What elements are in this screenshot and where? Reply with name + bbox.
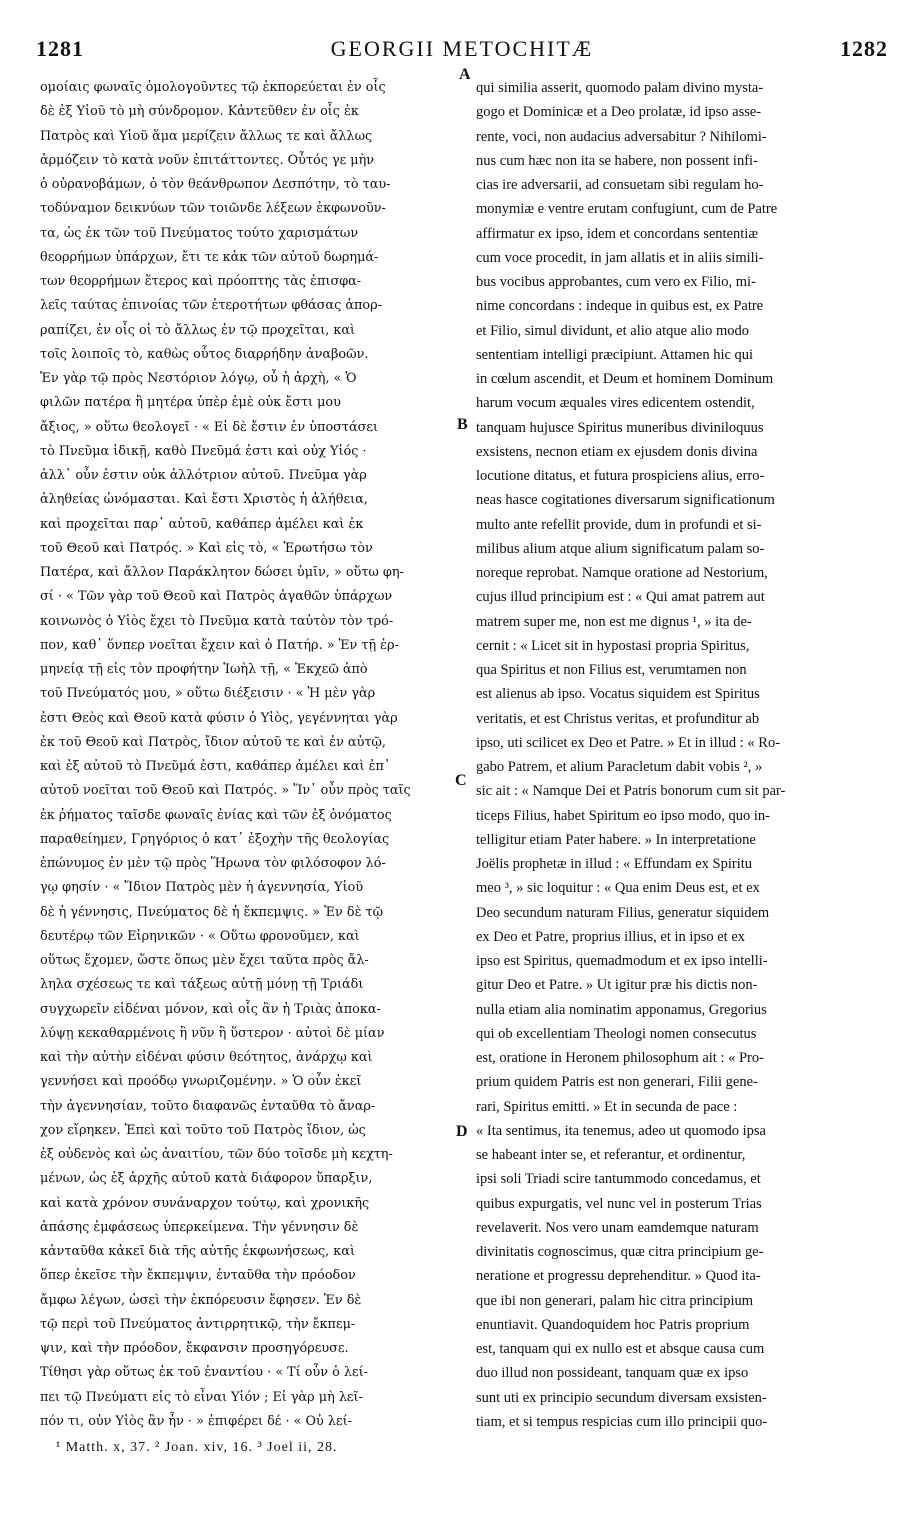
latin-text-line: est, oratione in Heronem philosophum ait : « Pro- bbox=[476, 1050, 764, 1066]
greek-text-line: δὲ ἡ γέννησις, Πνεύματος δὲ ἡ ἔκπεμψις. » Ἐν δὲ τῷ bbox=[40, 904, 384, 920]
latin-text-line bbox=[476, 1434, 896, 1438]
greek-text-line: ψιν, καὶ τὴν πρόοδον, ἔκφανσιν προσηγόρευσε. bbox=[40, 1341, 349, 1356]
latin-text-line: se habeant inter se, et referantur, et ordinentur, bbox=[476, 1147, 746, 1163]
greek-text-line: καὶ τὴν αὐτὴν εἰδέναι φύσιν θεότητος, ἀνάρχῳ καὶ bbox=[40, 1050, 373, 1065]
latin-text-line: affirmatur ex ipso, idem et concordans sententiæ bbox=[476, 225, 758, 242]
latin-text-line: locutione ditatus, et futura prospiciens alius, erro- bbox=[476, 468, 765, 484]
greek-text-line: ἐκ ῥήματος ταῖσδε φωναῖς ἐνίας καὶ τῶν ἐξ ὀνόματος bbox=[40, 807, 392, 823]
latin-text-line: prium quidem Patris est non generari, Filii gene- bbox=[476, 1074, 758, 1091]
greek-text-line: Τίθησι γὰρ οὕτως ἐκ τοῦ ἐναντίου · « Τί οὖν ὁ λεί- bbox=[40, 1365, 368, 1381]
latin-text-line: cujus illud principium est : « Qui amat patrem aut bbox=[476, 589, 765, 606]
greek-text-line: των θεορρήμων ἕτερος καὶ πρόοπτης τὰς ἐπισφα- bbox=[40, 274, 362, 289]
latin-text-line: divinitatis cognoscimus, quæ citra principium ge- bbox=[476, 1244, 764, 1260]
greek-text-line: τοδύναμον δεικνύων τῶν τοιῶνδε λέξεων ἐκφωνοῦν- bbox=[40, 201, 386, 217]
greek-text-line: ἀλλ᾽ οὖν ἐστιν οὐκ ἀλλότριον αὐτοῦ. Πνεῦμα γὰρ bbox=[40, 468, 367, 483]
greek-text-line: κοινωνὸς ὁ Υἱὸς ἔχει τὸ Πνεῦμα κατὰ ταὐτὸν τὸν τρό- bbox=[40, 613, 394, 629]
greek-text-line: συγχωρεῖν εἰδέναι μόνον, καὶ οἷς ἂν ἡ Τριὰς ἀποκα- bbox=[40, 1001, 381, 1017]
greek-text-line: ληλα σχέσεως τε καὶ τάξεως αὐτῇ μόνῃ τῇ Τριάδι bbox=[40, 977, 364, 993]
greek-text-line: πον, καθ᾽ ὅνπερ νοεῖται ἔχειν καὶ ὁ Πατήρ. » Ἐν τῇ ἑρ- bbox=[40, 637, 399, 653]
greek-text-line: δευτέρῳ τῶν Εἰρηνικῶν · « Οὕτω φρονοῦμεν, καὶ bbox=[40, 928, 360, 944]
greek-text-line: Πατρὸς καὶ Υἱοῦ ἅμα μερίζειν ἄλλως τε καὶ ἄλλως bbox=[40, 128, 373, 144]
latin-text-line: sic ait : « Namque Dei et Patris bonorum cum sit par- bbox=[476, 783, 786, 800]
greek-text-line: οὕτως ἔχομεν, ὥστε ὅπως μὲν ἔχει ταῦτα πρὸς ἄλ- bbox=[40, 953, 369, 968]
section-marker-b: B bbox=[457, 416, 468, 433]
latin-text-line: revelaverit. Nos vero unam eamdemque naturam bbox=[476, 1219, 759, 1236]
greek-text-line: ραπίζει, ἐν οἷς οἱ τὸ ἄλλως ἐν τῷ προχεῖται, καὶ bbox=[40, 322, 356, 338]
greek-text-line: ἐκ τοῦ Θεοῦ καὶ Πατρὸς, ἴδιον αὐτοῦ τε καὶ ἐν αὐτῷ, bbox=[40, 734, 386, 750]
greek-text-line: μηνείᾳ τῇ εἰς τὸν προφήτην Ἰωὴλ τῇ, « Ἐκχεῶ ἀπὸ bbox=[40, 662, 368, 677]
greek-text-line: ἀληθείας ὠνόμασται. Καὶ ἔστι Χριστὸς ἡ ἀλήθεια, bbox=[40, 492, 368, 508]
greek-text-line: αὐτοῦ νοεῖται τοῦ Θεοῦ καὶ Πατρός. » Ἵν᾽ οὖν πρὸς ταῖς bbox=[40, 783, 411, 799]
latin-text-line: quibus expurgatis, vel nunc vel in posterum Trias bbox=[476, 1195, 762, 1212]
greek-text-line: ὅπερ ἐκεῖσε τὴν ἔκπεμψιν, ἐνταῦθα τὴν πρόοδον bbox=[40, 1268, 356, 1284]
greek-text-line: τα, ὡς ἐκ τῶν τοῦ Πνεύματος τούτο χαρισμάτων bbox=[40, 225, 359, 241]
greek-text-line: Ἐν γὰρ τῷ πρὸς Νεστόριον λόγῳ, οὗ ἡ ἀρχὴ, « Ὁ bbox=[40, 371, 357, 386]
latin-text-line: nulla etiam alia nominatim apponamus, Gregorius bbox=[476, 1001, 767, 1018]
greek-text-line: ομοίαις φωναῖς ὁμολογοῦντες τῷ ἐκπορεύεται ἐν οἷς bbox=[40, 80, 386, 95]
greek-text-line: θεορρήμων ὑπάρχων, ἔτι τε κἀκ τῶν αὐτοῦ δωρημά- bbox=[40, 249, 379, 265]
latin-text-line: tanquam hujusce Spiritus muneribus diviniloquus bbox=[476, 419, 764, 436]
greek-text-line: σί · « Τῶν γὰρ τοῦ Θεοῦ καὶ Πατρὸς ἀγαθῶν ὑπάρχων bbox=[40, 589, 393, 605]
latin-text-line: enuntiavit. Quandoquidem hoc Patris proprium bbox=[476, 1316, 750, 1333]
greek-text-line: λεῖς ταύτας ἐπινοίας τῶν ἑτεροτήτων φθάσας ἀπορ- bbox=[40, 298, 382, 314]
latin-text-line: gogo et Dominicæ et a Deo prolatæ, id ipso asse- bbox=[476, 104, 762, 121]
latin-text-line: neratione et progressu deprehenditur. » Quod ita- bbox=[476, 1268, 761, 1285]
latin-text-line: bus vocibus approbantes, cum vero ex Filio, mi- bbox=[476, 274, 756, 290]
latin-text-line: nime concordans : indeque in quibus est, ex Patre bbox=[476, 298, 764, 315]
section-marker-a: A bbox=[459, 66, 471, 83]
greek-text-line: τοῦ Θεοῦ καὶ Πατρός. » Καὶ εἰς τὸ, « Ἐρωτήσω τὸν bbox=[40, 540, 373, 556]
latin-text-line: et Filio, simul dividunt, et alio atque alio modo bbox=[476, 322, 750, 339]
latin-text-line: rari, Spiritus emitti. » Et in secunda de pace : bbox=[476, 1098, 738, 1115]
section-marker-c: C bbox=[455, 772, 467, 789]
section-marker-d: D bbox=[456, 1123, 468, 1140]
latin-text-line: neas hasce cogitationes diversarum significationum bbox=[476, 492, 775, 509]
latin-text-line: est alienus ab ipso. Vocatus siquidem est Spiritus bbox=[476, 686, 760, 703]
greek-text-line: τῷ περὶ τοῦ Πνεύματος ἀντιρρητικῷ, τὴν ἔκπεμ- bbox=[40, 1316, 356, 1332]
latin-text-line: meo ³, » sic loquitur : « Qua enim Deus est, et ex bbox=[476, 880, 760, 897]
greek-text-line: ἐξ οὐδενὸς καὶ ὡς ἀναιτίου, τῶν δύο τοῖσδε μὴ κεχτη- bbox=[40, 1147, 393, 1162]
latin-text-line: cernit : « Licet sit in hypostasi propria Spiritus, bbox=[476, 637, 750, 654]
latin-text-line: matrem super me, non est me dignus ¹, » ita de- bbox=[476, 613, 752, 630]
greek-text-line: καὶ ἐξ αὐτοῦ τὸ Πνεῦμά ἐστι, καθάπερ ἀμέλει καὶ ἐπ᾽ bbox=[40, 759, 391, 774]
latin-text-line: milibus alium atque alium significatum palam so- bbox=[476, 540, 765, 557]
latin-text-line: Joëlis prophetæ in illud : « Effundam ex Spiritu bbox=[476, 856, 753, 872]
latin-text-line: nus cum hæc non ita se habere, non possent infi- bbox=[476, 152, 758, 169]
latin-text-line: sententiam intelligi præcipiunt. Attamen hic qui bbox=[476, 346, 754, 363]
footnotes: ¹ Matth. x, 37. ² Joan. xiv, 16. ³ Joel ii, 28. bbox=[56, 1440, 338, 1455]
latin-text-line: ipso est Spiritus, quemadmodum et ex ipso intelli- bbox=[476, 953, 768, 969]
latin-text-line: ticeps Filius, habet Spiritum eo ipso modo, quo in- bbox=[476, 807, 771, 824]
greek-text-line: ἐπώνυμος ἐν μὲν τῷ πρὸς Ἥρωνα τὸν φιλόσοφον λό- bbox=[40, 856, 386, 871]
greek-text-line: πόν τι, οὐν Υἱὸς ἂν ἦν · » ἐπιφέρει δέ · « Οὐ λεί- bbox=[40, 1413, 352, 1429]
latin-text-line: qua Spiritus et non Filius est, verumtamen non bbox=[476, 662, 747, 678]
latin-text-line: que ibi non generari, palam hic citra principium bbox=[476, 1292, 754, 1309]
latin-text-line: Deo secundum naturam Filius, generatur siquidem bbox=[476, 904, 770, 921]
greek-text-line: γεννήσει καὶ προόδῳ γνωριζομένην. » Ὁ οὖν ἐκεῖ bbox=[40, 1074, 362, 1090]
greek-text-line bbox=[40, 1434, 456, 1438]
greek-text-line: καὶ κατὰ χρόνον συνάναρχον τούτῳ, καὶ χρονικῆς bbox=[40, 1195, 370, 1211]
latin-text-line: cum voce procedit, in jam allatis et in aliis simili- bbox=[476, 249, 764, 266]
greek-text-line: ἄξιος, » οὕτω θεολογεῖ · « Εἰ δὲ ἔστιν ἐν ὑποστάσει bbox=[40, 419, 378, 435]
greek-text-line: λύψῃ κεκαθαρμένοις ἢ νῦν ἢ ὕστερον · αὐτοὶ δὲ μίαν bbox=[40, 1025, 385, 1041]
greek-text-line: ἁρμόζειν τὸ κατὰ νοῦν ἐπιτάττοντες. Οὗτός γε μὴν bbox=[40, 152, 375, 168]
greek-text-line: μένων, ὡς ἐξ ἀρχῆς αὐτοῦ κατὰ διάφορον ὕπαρξιν, bbox=[40, 1171, 373, 1187]
latin-text-line: tiam, et si tempus respicias cum illo principii quo- bbox=[476, 1413, 768, 1430]
latin-text-line: qui similia asserit, quomodo palam divino mysta- bbox=[476, 80, 764, 96]
latin-text-line: gabo Patrem, et alium Paracletum dabit vobis ², » bbox=[476, 759, 763, 775]
greek-text-line: τὴν ἀγεννησίαν, τοῦτο διαφανῶς ἐνταῦθα τὸ ἄναρ- bbox=[40, 1098, 376, 1114]
latin-text-line: exsistens, necnon etiam ex ejusdem donis divina bbox=[476, 443, 758, 460]
latin-text-line: ipsi soli Triadi scire tantummodo concedamus, et bbox=[476, 1171, 761, 1188]
latin-text-line: telligitur etiam Pater habere. » In interpretatione bbox=[476, 831, 756, 848]
latin-text-line: gitur Deo et Patre. » Ut igitur præ his dictis non- bbox=[476, 977, 758, 994]
page-header bbox=[0, 28, 924, 68]
running-title: GEORGII METOCHITÆ bbox=[330, 36, 594, 61]
greek-text-line: χον εἴρηκεν. Ἐπεὶ καὶ τοῦτο τοῦ Πατρὸς ἴδιον, ὡς bbox=[40, 1122, 366, 1138]
latin-text-line: multo ante refellit provide, dum in profundi et si- bbox=[476, 516, 762, 533]
greek-text-line: παραθείημεν, Γρηγόριος ὁ κατ᾽ ἐξοχὴν τῆς θεολογίας bbox=[40, 831, 390, 847]
latin-text-line: ex Deo et Patre, proprius illius, et in ipso et ex bbox=[476, 928, 746, 945]
latin-text-line: in cœlum ascendit, et Deum et hominem Dominum bbox=[476, 371, 774, 387]
greek-text-line: πει τῷ Πνεύματι εἰς τὸ εἶναι Υἱόν ; Εἰ γὰρ μὴ λεῖ- bbox=[40, 1389, 363, 1405]
latin-text-line: noreque reprobat. Namque oratione ad Nestorium, bbox=[476, 565, 768, 581]
latin-text-line: sunt uti ex principio secundum diversam exsisten- bbox=[476, 1389, 767, 1406]
latin-text-line: monymiæ e ventre erutam confugiunt, cum de Patre bbox=[476, 201, 778, 218]
latin-text-line: rente, voci, non audacius adversabitur ? Nihilomi- bbox=[476, 128, 767, 145]
latin-text-line: ipso, uti scilicet ex Deo et Patre. » Et in illud : « Ro- bbox=[476, 734, 781, 751]
greek-text-line: καὶ προχεῖται παρ᾽ αὐτοῦ, καθάπερ ἀμέλει καὶ ἐκ bbox=[40, 516, 364, 532]
greek-text-line: τὸ Πνεῦμα ἰδικῇ, καθὸ Πνεῦμά ἐστι καὶ οὐχ Υἱός · bbox=[40, 443, 367, 459]
latin-text-line: duo illud non possideant, tanquam quæ ex ipso bbox=[476, 1365, 749, 1382]
greek-text-line: δὲ ἐξ Υἱοῦ τὸ μὴ σύνδρομον. Κἀντεῦθεν ἐν οἷς ἐκ bbox=[40, 104, 359, 120]
latin-text-line: « Ita sentimus, ita tenemus, adeo ut quomodo ipsa bbox=[476, 1122, 766, 1139]
greek-text-line: φιλῶν πατέρα ἢ μητέρα ὑπὲρ ἐμὲ οὐκ ἔστι μου bbox=[40, 395, 341, 411]
greek-text-line: τοῦ Πνεύματός μου, » οὕτω διέξεισιν · « Ἡ μὲν γὰρ bbox=[40, 686, 376, 702]
page-number-left: 1281 bbox=[36, 36, 84, 61]
greek-text-line: κἀνταῦθα κἀκεῖ διὰ τῆς αὐτῆς ἐκφωνήσεως, καὶ bbox=[40, 1244, 355, 1259]
greek-text-line: γῳ φησίν · « Ἴδιον Πατρὸς μὲν ἡ ἀγεννησία, Υἱοῦ bbox=[40, 880, 364, 896]
greek-text-line: ἁπάσης ἐμφάσεως ὑπερκείμενα. Τὴν γέννησιν δὲ bbox=[40, 1219, 359, 1235]
page-number-right: 1282 bbox=[840, 36, 888, 61]
greek-text-line: τοῖς λοιποῖς τὸ, καθὼς οὗτος διαρρήδην ἀναβοῶν. bbox=[40, 346, 369, 362]
latin-text-column bbox=[476, 76, 896, 1438]
greek-text-line: ἐστι Θεὸς καὶ Θεοῦ κατὰ φύσιν ὁ Υἱὸς, γεγέννηται γὰρ bbox=[40, 710, 398, 726]
greek-text-column bbox=[40, 76, 456, 1438]
latin-text-line: est, tanquam qui ex nullo est et absque causa cum bbox=[476, 1341, 765, 1357]
latin-text-line: qui ob excellentiam Theologi nomen consecutus bbox=[476, 1025, 757, 1042]
latin-text-line: veritatis, et est Christus veritas, et profunditur ab bbox=[476, 710, 760, 727]
greek-text-line: Πατέρα, καὶ ἄλλον Παράκλητον δώσει ὑμῖν, » οὕτω φη- bbox=[40, 565, 404, 580]
greek-text-line: ἄμφω λέγων, ὡσεὶ τὴν ἐκπόρευσιν ἔφησεν. Ἐν δὲ bbox=[40, 1292, 362, 1308]
latin-text-line: harum vocum æquales vires edicentem ostendit, bbox=[476, 395, 755, 412]
latin-text-line: cias ire adversarii, ad consuetam sibi regulam ho- bbox=[476, 177, 764, 193]
greek-text-line: ὁ οὐρανοβάμων, ὁ τὸν θεάνθρωπον Δεσπότην, τὸ ταυ- bbox=[40, 177, 391, 192]
